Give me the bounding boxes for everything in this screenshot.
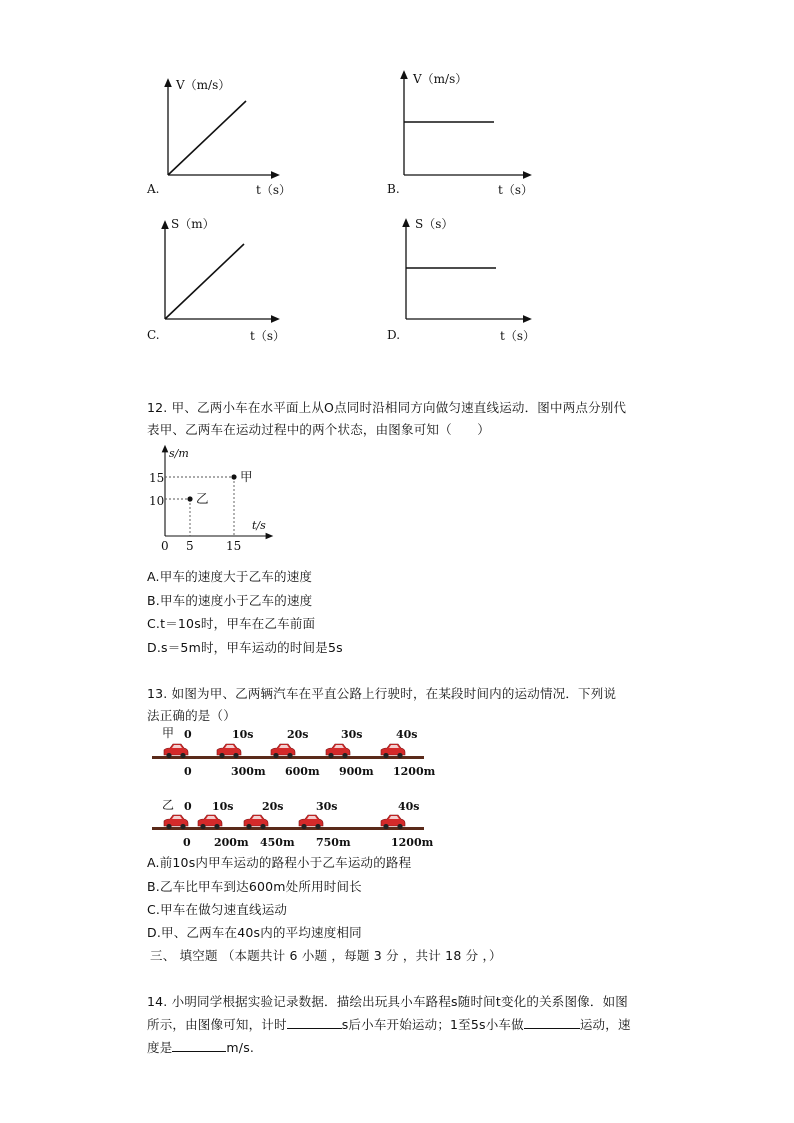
q12-option-b: B.甲车的速度小于乙车的速度 <box>147 593 313 608</box>
graph-b-xlabel: t（s） <box>498 183 533 197</box>
q12-ytick-15: 15 <box>149 471 165 485</box>
q14-line2-text-b: s后小车开始运动；1至5s小车做 <box>341 1017 524 1032</box>
q13-label-yi: 乙 <box>162 798 175 812</box>
yi-time-40: 40s <box>398 800 420 813</box>
jia-time-20: 20s <box>287 728 309 741</box>
jia-dist-0: 0 <box>184 765 192 778</box>
car-yi-2 <box>244 815 268 829</box>
q12-line1: 12. 甲、乙两小车在水平面上从O点同时沿相同方向做匀速直线运动．图中两点分别代 <box>147 400 627 415</box>
q14-line2-text-a: 所示，由图像可知，计时 <box>147 1017 287 1032</box>
point-jia <box>231 474 236 479</box>
jia-time-0: 0 <box>184 728 192 741</box>
q12-ylabel: s/m <box>169 447 189 460</box>
car-jia-1 <box>217 744 241 758</box>
graph-c-ylabel: S（m） <box>171 217 215 231</box>
graph-d-ylabel: S（s） <box>415 217 454 231</box>
car-yi-4 <box>381 815 405 829</box>
q13-line2: 法正确的是（） <box>147 708 236 723</box>
yi-time-0: 0 <box>184 800 192 813</box>
jia-time-40: 40s <box>396 728 418 741</box>
q13-option-c: C.甲车在做匀速直线运动 <box>147 902 288 917</box>
q14-line2-text-c: 运动，速 <box>579 1017 631 1032</box>
car-jia-0 <box>164 744 188 758</box>
q12-option-d: D.s＝5m时，甲车运动的时间是5s <box>147 640 343 655</box>
car-yi-0 <box>164 815 188 829</box>
q13-option-a: A.前10s内甲车运动的路程小于乙车运动的路程 <box>147 855 412 870</box>
yi-dist-750: 750m <box>316 836 351 849</box>
q14-line1: 14. 小明同学根据实验记录数据．描绘出玩具小车路程s随时间t变化的关系图像．如图 <box>147 994 628 1009</box>
q14-line3-text-b: m/s. <box>226 1040 255 1055</box>
graph-a-xlabel: t（s） <box>256 183 291 197</box>
car-yi-1 <box>198 815 222 829</box>
graph-c-line <box>165 244 244 319</box>
q12-line2: 表甲、乙两车在运动过程中的两个状态，由图象可知（ ） <box>147 422 490 437</box>
road-yi <box>152 827 424 830</box>
graph-c <box>165 224 276 319</box>
jia-time-10: 10s <box>232 728 254 741</box>
car-yi-3 <box>299 815 323 829</box>
jia-dist-900: 900m <box>339 765 374 778</box>
yi-dist-450: 450m <box>260 836 295 849</box>
yi-dist-200: 200m <box>214 836 249 849</box>
q13-option-b: B.乙车比甲车到达600m处所用时间长 <box>147 879 362 894</box>
yi-time-30: 30s <box>316 800 338 813</box>
yi-dist-1200: 1200m <box>391 836 434 849</box>
q12-xtick-5: 5 <box>186 539 194 553</box>
graph-a-line <box>168 101 246 175</box>
q14-line3 <box>147 1038 254 1056</box>
jia-dist-1200: 1200m <box>393 765 436 778</box>
q12-option-a: A.甲车的速度大于乙车的速度 <box>147 569 313 584</box>
q12-xtick-15: 15 <box>226 539 242 553</box>
q12-origin: 0 <box>161 539 169 553</box>
option-b-letter: B. <box>387 182 400 196</box>
graph-a-ylabel: V（m/s） <box>176 78 231 92</box>
q12-graph <box>0 445 794 555</box>
yi-time-20: 20s <box>262 800 284 813</box>
q13-label-jia: 甲 <box>162 726 175 740</box>
option-c-letter: C. <box>147 328 160 342</box>
graph-d <box>406 222 528 319</box>
q11-graphs <box>0 60 794 420</box>
q13-line1: 13. 如图为甲、乙两辆汽车在平直公路上行驶时，在某段时间内的运动情况．下列说 <box>147 686 617 701</box>
q12-option-c: C.t＝10s时，甲车在乙车前面 <box>147 616 316 631</box>
q14-line2 <box>147 1015 631 1033</box>
section-3-heading: 三、 填空题 （本题共计 6 小题 ，每题 3 分 ，共计 18 分 ，） <box>150 948 502 963</box>
q14-blank-2[interactable] <box>524 1016 580 1029</box>
graph-c-xlabel: t（s） <box>250 329 285 343</box>
q14-line3-text-a: 度是 <box>147 1040 173 1055</box>
point-yi <box>187 496 192 501</box>
q12-label-yi: 乙 <box>196 491 209 506</box>
yi-dist-0: 0 <box>183 836 191 849</box>
jia-dist-300: 300m <box>231 765 266 778</box>
graph-a <box>168 82 276 175</box>
q13-option-d: D.甲、乙两车在40s内的平均速度相同 <box>147 925 362 940</box>
car-jia-2 <box>271 744 295 758</box>
graph-b-ylabel: V（m/s） <box>413 72 468 86</box>
car-jia-3 <box>326 744 350 758</box>
q12-ytick-10: 10 <box>149 494 165 508</box>
option-d-letter: D. <box>387 328 401 342</box>
q12-label-jia: 甲 <box>240 469 253 484</box>
q12-xlabel: t/s <box>252 519 266 532</box>
jia-dist-600: 600m <box>285 765 320 778</box>
graph-d-xlabel: t（s） <box>500 329 535 343</box>
q14-blank-1[interactable] <box>287 1016 342 1029</box>
yi-time-10: 10s <box>212 800 234 813</box>
q14-blank-3[interactable] <box>172 1039 226 1052</box>
graph-b <box>404 74 528 175</box>
jia-time-30: 30s <box>341 728 363 741</box>
option-a-letter: A. <box>147 182 160 196</box>
car-jia-4 <box>381 744 405 758</box>
